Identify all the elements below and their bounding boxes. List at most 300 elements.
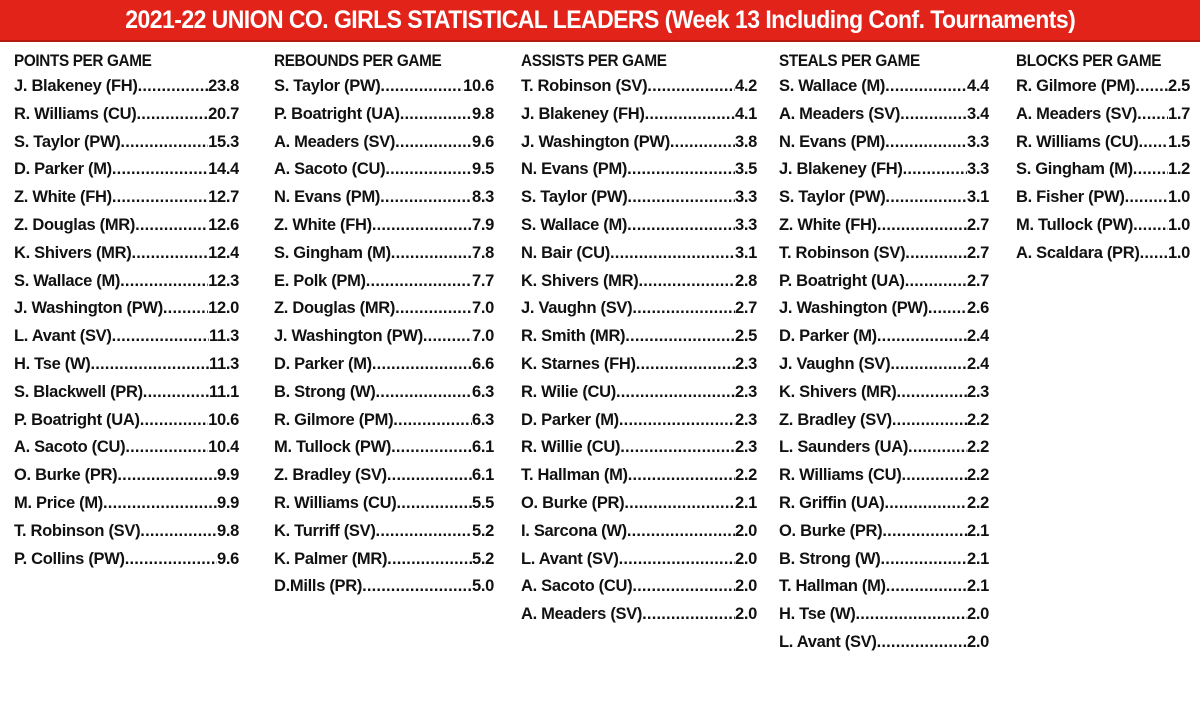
player-name: P. Boatright (UA) bbox=[274, 104, 400, 123]
stat-value: 5.5 bbox=[471, 493, 494, 512]
leader-row bbox=[779, 295, 989, 323]
dot-leader bbox=[627, 156, 735, 184]
player-name: O. Burke (PR) bbox=[14, 466, 118, 485]
leader-list bbox=[521, 73, 757, 629]
stat-value: 9.8 bbox=[471, 104, 494, 123]
dot-leader bbox=[125, 546, 217, 574]
player-name: L. Avant (SV) bbox=[14, 327, 112, 346]
player-name: S. Wallace (M) bbox=[14, 271, 121, 290]
stat-value: 2.3 bbox=[966, 382, 989, 401]
leader-row bbox=[274, 323, 494, 351]
dot-leader bbox=[385, 156, 472, 184]
player-name: L. Avant (SV) bbox=[779, 632, 877, 651]
player-name: K. Shivers (MR) bbox=[521, 271, 639, 290]
player-name: R. Williams (CU) bbox=[779, 466, 902, 485]
dot-leader bbox=[136, 101, 208, 129]
dot-leader bbox=[636, 351, 735, 379]
player-name: Z. Douglas (MR) bbox=[14, 215, 136, 234]
leader-row bbox=[274, 518, 494, 546]
rebounds-per-game-column bbox=[274, 49, 494, 601]
dot-leader bbox=[395, 295, 472, 323]
leader-row bbox=[779, 268, 989, 296]
dot-leader bbox=[423, 323, 472, 351]
player-name: B. Fisher (PW) bbox=[1016, 188, 1125, 207]
leader-row bbox=[779, 407, 989, 435]
leader-row bbox=[1016, 184, 1190, 212]
stat-value: 2.7 bbox=[966, 271, 989, 290]
player-name: R. Willie (CU) bbox=[521, 438, 621, 457]
player-name: A. Sacoto (CU) bbox=[274, 160, 386, 179]
leader-row bbox=[14, 129, 239, 157]
dot-leader bbox=[901, 462, 966, 490]
leader-row bbox=[779, 101, 989, 129]
leader-row bbox=[521, 490, 757, 518]
stat-value: 2.0 bbox=[734, 577, 757, 596]
player-name: A. Sacoto (CU) bbox=[14, 438, 126, 457]
player-name: T. Hallman (M) bbox=[779, 577, 886, 596]
stat-value: 9.6 bbox=[471, 132, 494, 151]
stat-value: 3.3 bbox=[966, 160, 989, 179]
stat-value: 11.3 bbox=[208, 354, 239, 373]
player-name: N. Evans (PM) bbox=[521, 160, 628, 179]
leader-row bbox=[274, 407, 494, 435]
player-name: T. Robinson (SV) bbox=[521, 77, 648, 95]
column-title: BLOCKS PER GAME bbox=[1016, 51, 1162, 70]
points-per-game-column bbox=[14, 49, 239, 573]
leader-row bbox=[14, 101, 239, 129]
player-name: L. Saunders (UA) bbox=[779, 438, 909, 457]
player-name: S. Gingham (M) bbox=[1016, 160, 1133, 179]
stat-value: 3.8 bbox=[734, 132, 757, 151]
dot-leader bbox=[372, 212, 472, 240]
dot-leader bbox=[616, 379, 735, 407]
player-name: R. Griffin (UA) bbox=[779, 493, 885, 512]
dot-leader bbox=[885, 73, 967, 101]
player-name: J. Blakeney (FH) bbox=[779, 160, 903, 179]
dot-leader bbox=[610, 240, 735, 268]
leader-row bbox=[274, 573, 494, 601]
stat-value: 11.3 bbox=[208, 327, 239, 346]
stat-value: 2.3 bbox=[734, 438, 757, 457]
stat-value: 23.8 bbox=[208, 77, 239, 95]
leader-row bbox=[14, 240, 239, 268]
player-name: H. Tse (W) bbox=[779, 605, 856, 624]
leader-row bbox=[779, 518, 989, 546]
stat-value: 3.5 bbox=[734, 160, 757, 179]
leader-row bbox=[14, 379, 239, 407]
dot-leader bbox=[376, 518, 472, 546]
leader-row bbox=[1016, 73, 1190, 101]
leader-row bbox=[521, 212, 757, 240]
leader-list bbox=[14, 73, 239, 573]
dot-leader bbox=[143, 379, 209, 407]
dot-leader bbox=[131, 240, 208, 268]
leader-row bbox=[274, 240, 494, 268]
player-name: B. Strong (W) bbox=[779, 549, 881, 568]
player-name: J. Vaughn (SV) bbox=[521, 299, 633, 318]
dot-leader bbox=[140, 518, 217, 546]
dot-leader bbox=[877, 212, 967, 240]
dot-leader bbox=[885, 129, 967, 157]
stat-value: 2.2 bbox=[734, 466, 757, 485]
stat-value: 2.3 bbox=[734, 382, 757, 401]
player-name: O. Burke (PR) bbox=[779, 521, 883, 540]
leader-row bbox=[779, 573, 989, 601]
dot-leader bbox=[905, 268, 967, 296]
stat-value: 2.5 bbox=[1167, 77, 1190, 95]
leader-row bbox=[14, 295, 239, 323]
stat-value: 2.0 bbox=[966, 605, 989, 624]
dot-leader bbox=[1133, 212, 1168, 240]
stat-value: 1.0 bbox=[1167, 188, 1190, 207]
dot-leader bbox=[380, 73, 463, 101]
dot-leader bbox=[642, 601, 735, 629]
player-name: J. Blakeney (FH) bbox=[14, 77, 138, 95]
dot-leader bbox=[103, 490, 217, 518]
dot-leader bbox=[670, 129, 735, 157]
dot-leader bbox=[638, 268, 735, 296]
dot-leader bbox=[112, 184, 208, 212]
player-name: N. Bair (CU) bbox=[521, 243, 610, 262]
player-name: D. Parker (M) bbox=[274, 354, 372, 373]
stat-value: 3.4 bbox=[966, 104, 989, 123]
player-name: T. Robinson (SV) bbox=[779, 243, 906, 262]
column-title: POINTS PER GAME bbox=[14, 51, 152, 70]
leader-row bbox=[779, 462, 989, 490]
leader-row bbox=[521, 156, 757, 184]
leader-row bbox=[274, 156, 494, 184]
stat-value: 2.8 bbox=[734, 271, 757, 290]
player-name: T. Robinson (SV) bbox=[14, 521, 141, 540]
player-name: H. Tse (W) bbox=[14, 354, 91, 373]
steals-per-game-column bbox=[779, 49, 989, 657]
player-name: L. Avant (SV) bbox=[521, 549, 619, 568]
assists-per-game-column bbox=[521, 49, 757, 629]
dot-leader bbox=[400, 101, 472, 129]
player-name: S. Taylor (PW) bbox=[274, 77, 381, 95]
dot-leader bbox=[900, 101, 967, 129]
leader-row bbox=[1016, 156, 1190, 184]
player-name: P. Collins (PW) bbox=[14, 549, 125, 568]
dot-leader bbox=[393, 407, 472, 435]
stat-value: 1.5 bbox=[1167, 132, 1190, 151]
leader-row bbox=[14, 323, 239, 351]
blocks-per-game-column bbox=[1016, 49, 1190, 268]
leader-row bbox=[521, 546, 757, 574]
leader-row bbox=[779, 156, 989, 184]
player-name: S. Taylor (PW) bbox=[14, 132, 121, 151]
leader-row bbox=[779, 629, 989, 657]
stat-value: 2.7 bbox=[734, 299, 757, 318]
player-name: A. Meaders (SV) bbox=[274, 132, 396, 151]
stat-value: 6.1 bbox=[471, 438, 494, 457]
dot-leader bbox=[395, 129, 472, 157]
dot-leader bbox=[1137, 101, 1168, 129]
dot-leader bbox=[112, 156, 208, 184]
leader-row bbox=[14, 462, 239, 490]
leader-row bbox=[779, 73, 989, 101]
player-name: K. Shivers (MR) bbox=[14, 243, 132, 262]
player-name: E. Polk (PM) bbox=[274, 271, 366, 290]
leader-row bbox=[14, 212, 239, 240]
stat-value: 15.3 bbox=[208, 132, 239, 151]
dot-leader bbox=[625, 323, 735, 351]
stat-value: 5.0 bbox=[471, 577, 494, 596]
stat-value: 12.4 bbox=[208, 243, 239, 262]
dot-leader bbox=[1135, 73, 1168, 101]
leader-row bbox=[779, 240, 989, 268]
leader-row bbox=[521, 268, 757, 296]
dot-leader bbox=[619, 546, 735, 574]
leader-row bbox=[779, 379, 989, 407]
leader-row bbox=[521, 573, 757, 601]
player-name: T. Hallman (M) bbox=[521, 466, 628, 485]
leader-row bbox=[521, 407, 757, 435]
stat-value: 9.9 bbox=[216, 466, 239, 485]
player-name: N. Evans (PM) bbox=[779, 132, 886, 151]
player-name: P. Boatright (UA) bbox=[779, 271, 905, 290]
dot-leader bbox=[117, 462, 217, 490]
leader-row bbox=[779, 351, 989, 379]
stat-value: 9.9 bbox=[216, 493, 239, 512]
player-name: S. Taylor (PW) bbox=[521, 188, 628, 207]
dot-leader bbox=[896, 379, 967, 407]
dot-leader bbox=[892, 407, 967, 435]
player-name: S. Wallace (M) bbox=[521, 215, 628, 234]
stat-value: 2.4 bbox=[966, 327, 989, 346]
dot-leader bbox=[140, 407, 208, 435]
player-name: A. Meaders (SV) bbox=[521, 605, 643, 624]
stat-value: 2.7 bbox=[966, 215, 989, 234]
player-name: A. Meaders (SV) bbox=[779, 104, 901, 123]
player-name: D.Mills (PR) bbox=[274, 577, 363, 596]
leader-row bbox=[274, 462, 494, 490]
stat-value: 2.0 bbox=[734, 549, 757, 568]
stat-value: 2.1 bbox=[966, 549, 989, 568]
dot-leader bbox=[881, 546, 967, 574]
dot-leader bbox=[882, 518, 967, 546]
stat-value: 12.0 bbox=[208, 299, 239, 318]
leader-row bbox=[521, 462, 757, 490]
leader-row bbox=[14, 407, 239, 435]
leader-row bbox=[521, 323, 757, 351]
dot-leader bbox=[387, 546, 472, 574]
dot-leader bbox=[928, 295, 967, 323]
stat-value: 2.7 bbox=[966, 243, 989, 262]
player-name: Z. White (FH) bbox=[779, 215, 877, 234]
leader-row bbox=[779, 434, 989, 462]
dot-leader bbox=[645, 101, 735, 129]
leader-row bbox=[14, 546, 239, 574]
stat-value: 8.3 bbox=[471, 188, 494, 207]
player-name: I. Sarcona (W) bbox=[521, 521, 627, 540]
leader-row bbox=[779, 323, 989, 351]
leader-row bbox=[14, 184, 239, 212]
player-name: M. Tullock (PW) bbox=[274, 438, 392, 457]
player-name: N. Evans (PM) bbox=[274, 188, 381, 207]
player-name: J. Washington (PW) bbox=[779, 299, 928, 318]
player-name: Z. Bradley (SV) bbox=[779, 410, 892, 429]
player-name: R. Gilmore (PM) bbox=[274, 410, 394, 429]
player-name: Z. Douglas (MR) bbox=[274, 299, 396, 318]
player-name: M. Price (M) bbox=[14, 493, 103, 512]
stat-value: 7.0 bbox=[471, 299, 494, 318]
leader-row bbox=[779, 129, 989, 157]
player-name: S. Gingham (M) bbox=[274, 243, 391, 262]
dot-leader bbox=[620, 434, 735, 462]
dot-leader bbox=[647, 73, 735, 101]
stat-value: 14.4 bbox=[208, 160, 239, 179]
leader-row bbox=[274, 546, 494, 574]
stat-value: 1.0 bbox=[1167, 215, 1190, 234]
player-name: J. Washington (PW) bbox=[521, 132, 670, 151]
stat-value: 6.3 bbox=[471, 410, 494, 429]
leader-row bbox=[1016, 212, 1190, 240]
player-name: J. Washington (PW) bbox=[274, 327, 423, 346]
dot-leader bbox=[885, 184, 967, 212]
leader-row bbox=[779, 546, 989, 574]
stat-value: 1.7 bbox=[1167, 104, 1190, 123]
leader-row bbox=[521, 101, 757, 129]
leader-row bbox=[274, 73, 494, 101]
leader-row bbox=[1016, 101, 1190, 129]
stat-value: 12.3 bbox=[208, 271, 239, 290]
dot-leader bbox=[1125, 184, 1168, 212]
column-title: ASSISTS PER GAME bbox=[521, 51, 667, 70]
dot-leader bbox=[376, 379, 472, 407]
dot-leader bbox=[125, 434, 208, 462]
leader-row bbox=[274, 184, 494, 212]
dot-leader bbox=[632, 573, 735, 601]
dot-leader bbox=[628, 462, 735, 490]
dot-leader bbox=[627, 518, 735, 546]
stat-value: 10.6 bbox=[463, 77, 494, 95]
leader-row bbox=[521, 184, 757, 212]
stat-value: 11.1 bbox=[208, 382, 239, 401]
stat-value: 2.2 bbox=[966, 493, 989, 512]
stat-value: 9.8 bbox=[216, 521, 239, 540]
stat-value: 4.2 bbox=[734, 77, 757, 95]
player-name: K. Palmer (MR) bbox=[274, 549, 388, 568]
dot-leader bbox=[163, 295, 208, 323]
dot-leader bbox=[391, 240, 472, 268]
leader-row bbox=[779, 601, 989, 629]
player-name: B. Strong (W) bbox=[274, 382, 376, 401]
dot-leader bbox=[627, 184, 735, 212]
stat-value: 6.3 bbox=[471, 382, 494, 401]
player-name: D. Parker (M) bbox=[779, 327, 877, 346]
page-title: 2021-22 UNION CO. GIRLS STATISTICAL LEADERS (Week 13 Including Conf. Tournaments) bbox=[125, 5, 1075, 34]
dot-leader bbox=[391, 434, 472, 462]
leader-list bbox=[1016, 73, 1190, 268]
leader-row bbox=[274, 268, 494, 296]
player-name: R. Smith (MR) bbox=[521, 327, 626, 346]
leader-row bbox=[274, 295, 494, 323]
stat-value: 4.1 bbox=[734, 104, 757, 123]
stat-value: 4.4 bbox=[966, 77, 989, 95]
player-name: S. Wallace (M) bbox=[779, 77, 886, 95]
leader-row bbox=[521, 379, 757, 407]
player-name: A. Meaders (SV) bbox=[1016, 104, 1138, 123]
leader-row bbox=[14, 351, 239, 379]
dot-leader bbox=[1138, 129, 1167, 157]
leader-row bbox=[1016, 129, 1190, 157]
player-name: R. Wilie (CU) bbox=[521, 382, 616, 401]
dot-leader bbox=[884, 490, 966, 518]
dot-leader bbox=[112, 323, 209, 351]
stat-value: 7.0 bbox=[471, 327, 494, 346]
player-name: R. Williams (CU) bbox=[1016, 132, 1139, 151]
player-name: R. Williams (CU) bbox=[274, 493, 397, 512]
title-banner bbox=[0, 0, 1200, 42]
dot-leader bbox=[380, 184, 472, 212]
stat-value: 2.2 bbox=[966, 438, 989, 457]
leader-row bbox=[274, 351, 494, 379]
leader-row bbox=[14, 490, 239, 518]
leader-row bbox=[274, 129, 494, 157]
stat-value: 7.7 bbox=[471, 271, 494, 290]
leader-row bbox=[521, 351, 757, 379]
stat-value: 1.2 bbox=[1167, 160, 1190, 179]
stat-value: 2.0 bbox=[734, 521, 757, 540]
stat-value: 3.3 bbox=[734, 188, 757, 207]
dot-leader bbox=[903, 156, 967, 184]
dot-leader bbox=[877, 629, 967, 657]
player-name: R. Gilmore (PM) bbox=[1016, 77, 1136, 95]
dot-leader bbox=[120, 129, 208, 157]
dot-leader bbox=[905, 240, 967, 268]
player-name: Z. White (FH) bbox=[274, 215, 372, 234]
stat-value: 3.1 bbox=[734, 243, 757, 262]
leader-row bbox=[274, 379, 494, 407]
dot-leader bbox=[877, 323, 967, 351]
stat-value: 2.3 bbox=[734, 410, 757, 429]
stat-columns bbox=[0, 42, 1200, 712]
player-name: S. Blackwell (PR) bbox=[14, 382, 143, 401]
leader-list bbox=[779, 73, 989, 657]
player-name: K. Shivers (MR) bbox=[779, 382, 897, 401]
player-name: S. Taylor (PW) bbox=[779, 188, 886, 207]
leader-row bbox=[779, 184, 989, 212]
leader-row bbox=[14, 73, 239, 101]
dot-leader bbox=[362, 573, 472, 601]
stat-value: 2.6 bbox=[966, 299, 989, 318]
dot-leader bbox=[1133, 156, 1168, 184]
leader-row bbox=[521, 601, 757, 629]
leader-row bbox=[274, 434, 494, 462]
dot-leader bbox=[396, 490, 471, 518]
stat-value: 5.2 bbox=[471, 521, 494, 540]
stat-value: 7.8 bbox=[471, 243, 494, 262]
stat-value: 2.4 bbox=[966, 354, 989, 373]
stat-value: 2.1 bbox=[966, 577, 989, 596]
stat-value: 3.1 bbox=[966, 188, 989, 207]
leader-row bbox=[521, 129, 757, 157]
stat-value: 20.7 bbox=[208, 104, 239, 123]
player-name: D. Parker (M) bbox=[14, 160, 112, 179]
dot-leader bbox=[624, 490, 735, 518]
player-name: O. Burke (PR) bbox=[521, 493, 625, 512]
stat-value: 2.3 bbox=[734, 354, 757, 373]
stat-value: 2.2 bbox=[966, 466, 989, 485]
dot-leader bbox=[387, 462, 472, 490]
stat-value: 1.0 bbox=[1167, 243, 1190, 262]
leader-row bbox=[274, 490, 494, 518]
stat-value: 2.5 bbox=[734, 327, 757, 346]
leader-row bbox=[521, 295, 757, 323]
stat-value: 12.7 bbox=[208, 188, 239, 207]
dot-leader bbox=[90, 351, 209, 379]
